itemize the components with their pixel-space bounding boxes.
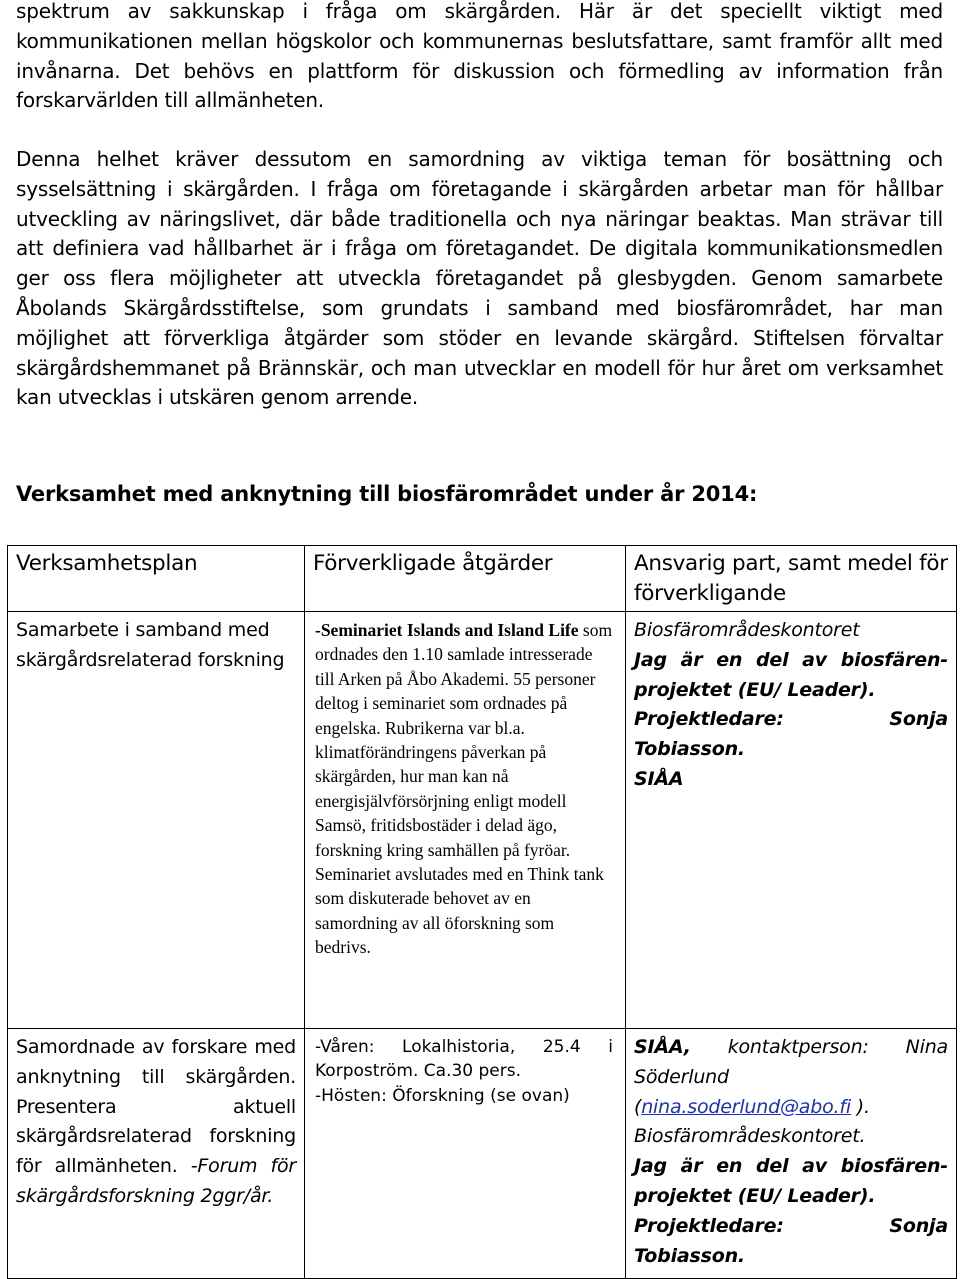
measures-text <box>305 1029 625 1114</box>
header-responsible: Ansvarig part, samt medel för förverkligande <box>626 546 957 612</box>
project-leader-firstname: Sonja <box>889 708 948 731</box>
email-open: ( <box>634 1095 642 1118</box>
measure-autumn: -Hösten: Öforskning (se ovan) <box>315 1085 570 1106</box>
responsible-office: Biosfärområdeskontoret. <box>634 1125 866 1148</box>
cell-plan <box>8 1029 305 1279</box>
cell-plan <box>8 612 305 1029</box>
paragraph-intro: spektrum av sakkunskap i fråga om skärgården. Här är det speciellt viktigt med kommunikationen mellan högskolor och kommunernas beslutsfattare, samt framför allt med invånarna. Det behövs en plattform för diskussion och förmedling av information från forskarvärlden till allmänheten. <box>16 0 943 113</box>
table-row <box>8 612 957 1029</box>
cell-measures <box>305 612 626 1029</box>
responsible-office: Biosfärområdeskontoret <box>634 619 860 641</box>
project-leader <box>634 1212 948 1242</box>
project-leader-label: Projektledare: <box>634 1214 784 1237</box>
table-row <box>8 1029 957 1279</box>
project-statement: Jag är en del av biosfären-projektet (EU/ Leader). <box>634 648 948 701</box>
cell-responsible <box>626 612 957 1029</box>
project-leader-firstname: Sonja <box>889 1214 948 1237</box>
plan-description: Samordnade av forskare med anknytning till skärgården. Presentera aktuell skärgårdsrelaterad forskning för allmänheten. <box>16 1036 296 1178</box>
project-leader-surname: Tobiasson. <box>634 738 745 761</box>
responsible-org: SIÅA <box>634 767 684 790</box>
contact-email-link[interactable]: nina.soderlund@abo.fi <box>641 1095 851 1118</box>
project-leader-label: Projektledare: <box>634 708 784 731</box>
project-leader-surname: Tobiasson. <box>634 1244 745 1267</box>
project-leader <box>634 705 948 735</box>
responsible-org: SIÅA, <box>634 1036 691 1058</box>
section-heading: Verksamhet med anknytning till biosfärområdet under år 2014: <box>16 482 758 506</box>
header-measures: Förverkligade åtgärder <box>305 546 626 612</box>
seminar-title: -Seminariet Islands and Island Life <box>315 620 579 640</box>
project-statement: Jag är en del av biosfären-projektet (EU/ Leader). <box>634 1155 948 1207</box>
email-close: ). <box>850 1095 870 1118</box>
contact-person: kontaktperson: Nina Söderlund <box>634 1036 948 1088</box>
measures-text <box>305 612 625 966</box>
plan-forum: -Forum för skärgårdsforskning 2ggr/år. <box>16 1155 297 1207</box>
header-plan: Verksamhetsplan <box>8 546 305 612</box>
plan-text: Samarbete i samband med skärgårdsrelaterad forskning <box>16 619 285 671</box>
plan-text <box>8 1029 304 1218</box>
cell-responsible <box>626 1029 957 1279</box>
paragraph-business: Denna helhet kräver dessutom en samordning av viktiga teman för bosättning och sysselsättning i skärgården. I fråga om företagande i skärgården arbetar man för hållbar utveckling av näringslivet, där både traditionella och nya näringar beaktas. Man strävar till att definiera vad hållbarhet är i fråga om företagandet. De digitala kommunikationsmedlen ger oss flera möjligheter att utveckla företagandet på glesbygden. Genom samarbete Åbolands Skärgårdsstiftelse, som grundats i samband med biosfärområdet, har man möjlighet att förverkliga åtgärder som stöder en levande skärgård. Stiftelsen förvaltar skärgårdshemmanet på Brännskär, och man utvecklar en modell för hur året om verksamhet kan utvecklas i utskären genom arrende. <box>16 147 943 410</box>
measure-spring: -Våren: Lokalhistoria, 25.4 i Korpoström. Ca.30 pers. <box>315 1037 613 1082</box>
responsible-text <box>626 1029 956 1277</box>
activity-table <box>7 545 957 1279</box>
responsible-text <box>626 612 956 801</box>
table-header-row <box>8 546 957 612</box>
cell-measures <box>305 1029 626 1279</box>
seminar-description: som ordnades den 1.10 samlade intresserade till Arken på Åbo Akademi. 55 personer deltog i seminariet som ordnades på engelska. Rubrikerna var bl.a. klimatförändringens påverkan på skärgården, hur man kan nå energisjälvförsörjning enligt modell Samsö, fritidsbostäder i delad ägo, forskning kring samhällen på fyröar. Seminariet avslutades med en Think tank som diskuterade behovet av en samordning av all öforskning som bedrivs. <box>315 620 613 958</box>
